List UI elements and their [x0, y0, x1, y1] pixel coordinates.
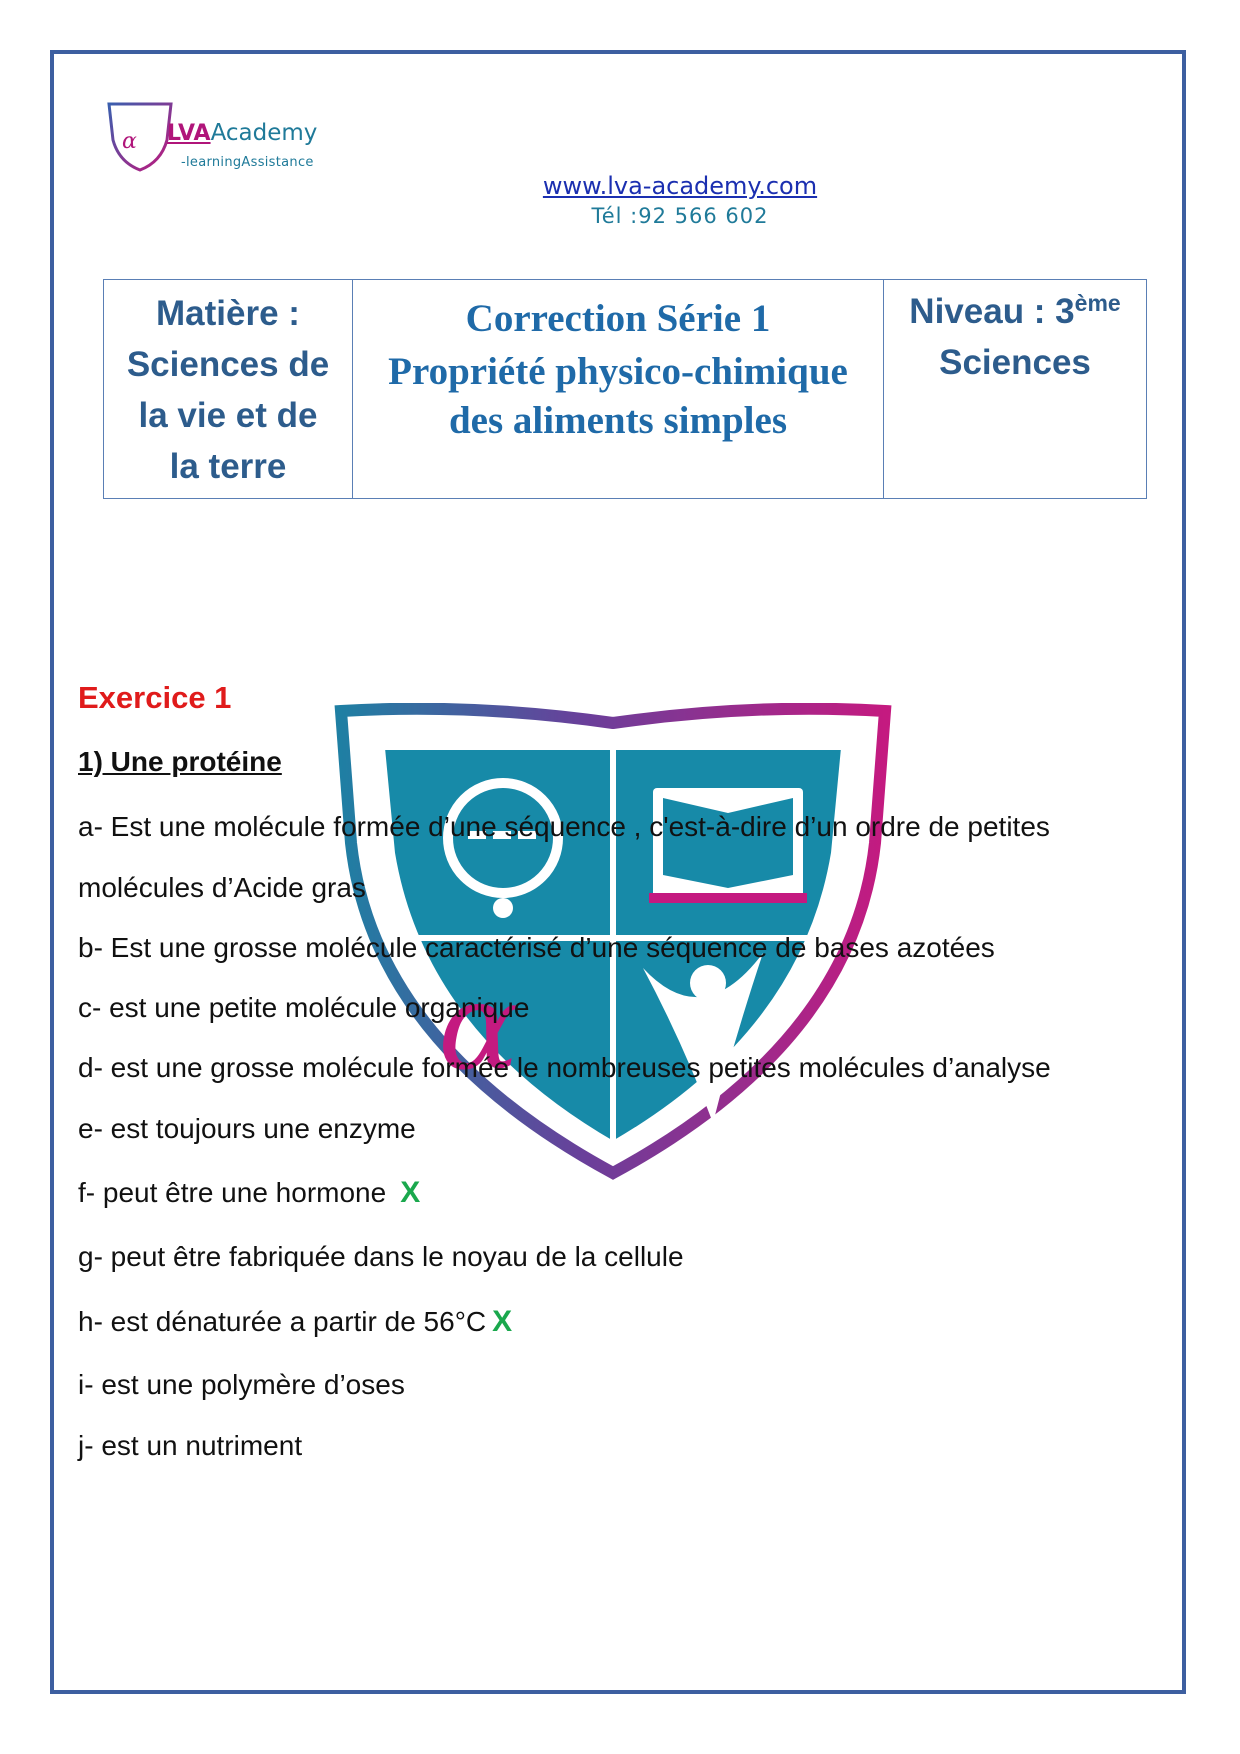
- answer-option-e: e- est toujours une enzyme: [78, 1113, 416, 1144]
- contact-block: [480, 172, 880, 228]
- answer-option-g: g- peut être fabriquée dans le noyau de la cellule: [78, 1241, 684, 1272]
- svg-text:α: α: [122, 129, 137, 154]
- exercise-title: Exercice 1: [78, 680, 232, 715]
- title-cell: [353, 280, 884, 499]
- answer-option-a-continued: molécules d’Acide gras: [78, 872, 366, 903]
- answer-option-d: d- est une grosse molécule formée le nombreuses petites molécules d’analyse: [78, 1052, 1051, 1083]
- lva-academy-logo: [105, 100, 345, 172]
- website-link[interactable]: www.lva-academy.com: [542, 172, 818, 200]
- subject-text: Matière : Sciences de la vie et de la terre: [126, 294, 330, 486]
- header-table: [103, 279, 1147, 499]
- brand-name: LVAAcademy: [167, 120, 318, 146]
- answer-option-a: a- Est une molécule formée d’une séquence , c'est-à-dire d’un ordre de petites: [78, 811, 1050, 842]
- svg-text:α: α: [438, 958, 520, 1097]
- answer-option-i: i- est une polymère d’oses: [78, 1369, 405, 1400]
- answer-option-c: c- est une petite molécule organique: [78, 992, 530, 1023]
- document-title: Correction Série 1: [465, 297, 771, 340]
- phone-number: Tél :92 566 602: [591, 204, 769, 228]
- answer-option-b: b- Est une grosse molécule caractérisé d’une séquence de bases azotées: [78, 932, 995, 963]
- level-cell: [884, 280, 1147, 499]
- answer-option-j: j- est un nutriment: [78, 1430, 303, 1461]
- correct-mark: X: [492, 1305, 513, 1338]
- brand-tagline: -learningAssistance: [181, 155, 314, 170]
- document-subtitle: Propriété physico-chimique des aliments simples: [388, 350, 848, 442]
- answer-option-h: h- est dénaturée a partir de 56°C X: [78, 1305, 513, 1338]
- subject-cell: [104, 280, 353, 499]
- question-title: 1) Une protéine: [78, 746, 282, 777]
- answer-option-f: f- peut être une hormone X: [78, 1176, 421, 1209]
- level-text: Niveau : 3ème Sciences: [909, 290, 1121, 382]
- correct-mark: X: [400, 1176, 421, 1209]
- shield-logo-icon: [105, 100, 175, 172]
